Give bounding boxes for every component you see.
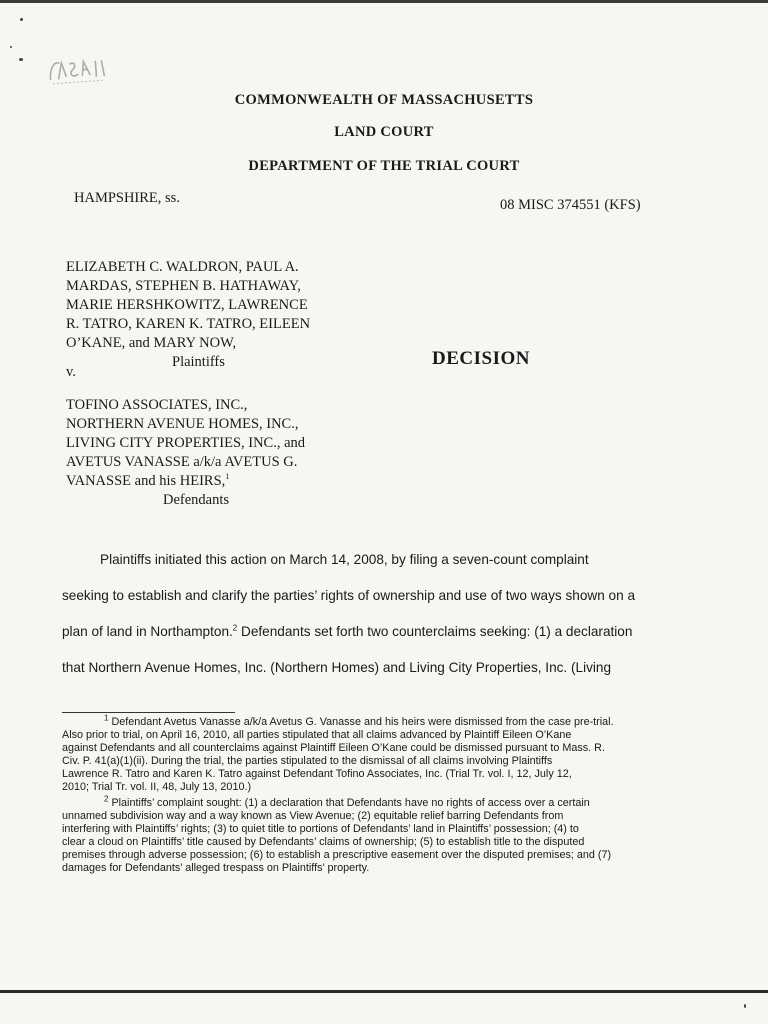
footnote-2-line: Plaintiffs’ complaint sought: (1) a declaration that Defendants have no rights of access over a certain [108, 797, 590, 809]
footnote-1-line: 2010; Trial Tr. vol. II, 48, July 13, 2010.) [62, 781, 252, 793]
footnote-1 [62, 713, 614, 794]
court-name-line: COMMONWEALTH OF MASSACHUSETTS [234, 92, 534, 108]
defendants-role: Defendants [163, 492, 230, 508]
court-division-line: LAND COURT [334, 124, 434, 140]
defendants-block [66, 396, 305, 510]
document-title: DECISION [432, 348, 530, 369]
footnote-separator [62, 712, 235, 713]
scan-speck [20, 18, 23, 21]
scan-speck [744, 1004, 746, 1008]
body-line-3-end: Defendants set forth two counterclaims seeking: (1) a declaration [237, 624, 633, 639]
body-line-3-start: plan of land in Northampton. [62, 624, 233, 639]
footnote-1-line: Defendant Avetus Vanasse a/k/a Avetus G. Vanasse and his heirs were dismissed from the case pre-trial. [108, 716, 614, 728]
scan-speck [19, 58, 23, 61]
body-line-3 [62, 624, 632, 639]
plaintiffs-block [66, 258, 310, 372]
plaintiffs-role: Plaintiffs [172, 354, 225, 370]
defendants-line-text: VANASSE and his HEIRS, [66, 473, 226, 489]
plaintiffs-line: MARDAS, STEPHEN B. HATHAWAY, [66, 278, 301, 294]
defendants-line: LIVING CITY PROPERTIES, INC., and [66, 435, 306, 451]
court-department-line: DEPARTMENT OF THE TRIAL COURT [248, 158, 520, 174]
defendants-line: NORTHERN AVENUE HOMES, INC., [66, 416, 299, 432]
footnote-2-line: premises through adverse possession; (6) to establish a prescriptive easement over the disputed premises; and (7) [62, 849, 612, 861]
footnote-1-line: Also prior to trial, on April 16, 2010, all parties stipulated that all claims advanced by Plaintiff Eileen O’Kane [62, 729, 572, 741]
footnote-2-line: clear a cloud on Plaintiffs’ title caused by Defendants’ claims of ownership; (5) to establish title to the disputed [62, 836, 585, 848]
footnote-1-line: against Defendants and all counterclaims against Plaintiff Eileen O’Kane could be dismissed pursuant to Mass. R. [62, 742, 605, 754]
footnote-2-line: interfering with Plaintiffs’ rights; (3) to quiet title to portions of Defendants’ land in Plaintiffs’ possession; (4) to [62, 823, 579, 835]
footnote-ref-2: 2 [232, 623, 238, 633]
footnote-1-line: Lawrence R. Tatro and Karen K. Tatro against Defendant Tofino Associates, Inc. (Trial Tr. vol. I, 12, July 12, [62, 768, 572, 780]
defendants-line: TOFINO ASSOCIATES, INC., [66, 397, 248, 413]
docket-number: 08 MISC 374551 (KFS) [500, 197, 641, 213]
body-line-4: that Northern Avenue Homes, Inc. (Northern Homes) and Living City Properties, Inc. (Living [62, 660, 612, 675]
plaintiffs-line: O’KANE, and MARY NOW, [66, 335, 237, 351]
plaintiffs-line: ELIZABETH C. WALDRON, PAUL A. [66, 259, 299, 275]
footnote-ref-1: 1 [225, 472, 230, 482]
footnote-1-line: Civ. P. 41(a)(1)(ii). During the trial, the parties stipulated to the dismissal of all claims involving Plaintiffs [62, 755, 553, 767]
plaintiffs-line: R. TATRO, KAREN K. TATRO, EILEEN [66, 316, 311, 332]
venue: HAMPSHIRE, ss. [74, 190, 180, 206]
footnote-2 [62, 794, 612, 875]
footnote-2-mark: 2 [104, 794, 109, 804]
body-line-2: seeking to establish and clarify the parties’ rights of ownership and use of two ways shown on a [62, 588, 636, 603]
footnote-2-line: damages for Defendants’ alleged trespass on Plaintiffs’ property. [62, 862, 370, 874]
body-line-1: Plaintiffs initiated this action on March 14, 2008, by filing a seven-count complaint [100, 552, 589, 567]
plaintiffs-line: MARIE HERSHKOWITZ, LAWRENCE [66, 297, 308, 313]
top-scan-border [0, 0, 768, 3]
footnote-2-line: unnamed subdivision way and a way known as View Avenue; (2) equitable relief barring Defendants from [62, 810, 564, 822]
footnote-1-mark: 1 [104, 713, 109, 723]
versus: v. [66, 364, 76, 380]
defendants-line: AVETUS VANASSE a/k/a AVETUS G. [66, 454, 298, 470]
scan-speck [10, 46, 12, 48]
defendants-line [66, 472, 305, 491]
received-stamp-mark [43, 52, 113, 91]
bottom-scan-border [0, 990, 768, 993]
